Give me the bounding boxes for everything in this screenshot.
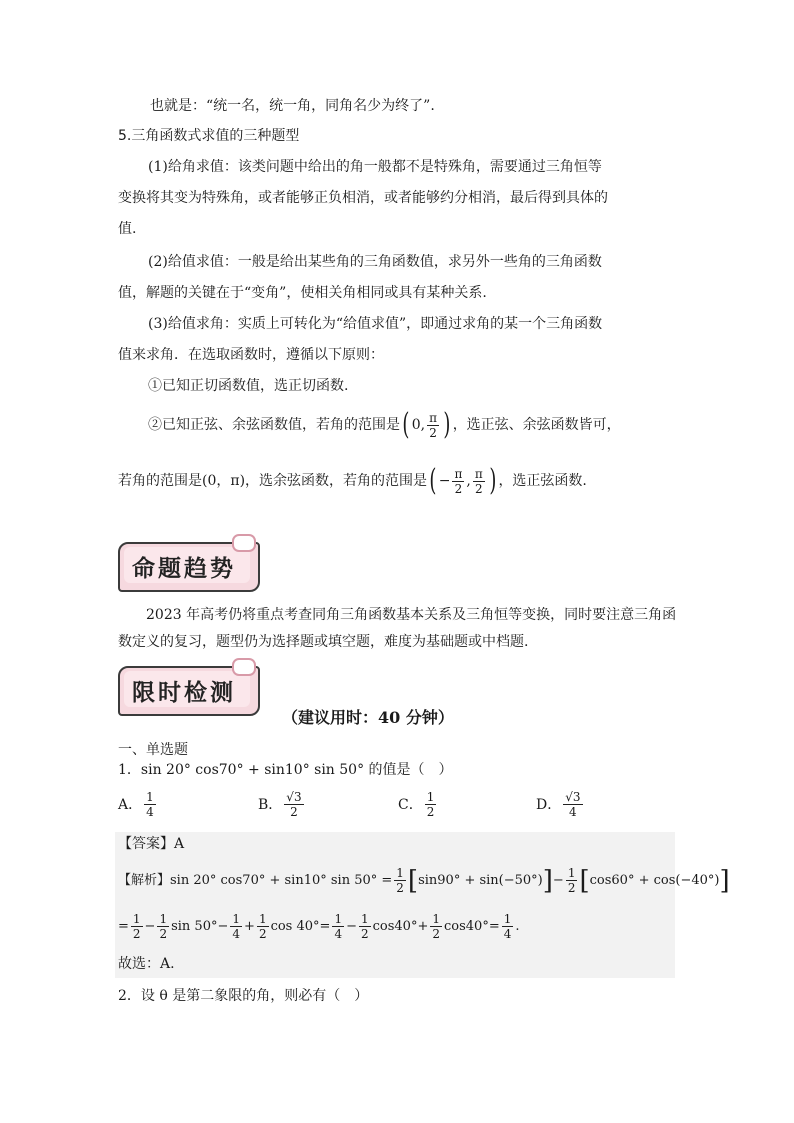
numerator: 1 xyxy=(396,866,404,880)
option-d[interactable] xyxy=(536,790,585,819)
denominator: 2 xyxy=(432,927,440,941)
numerator: 1 xyxy=(132,912,141,926)
left-bracket: [ xyxy=(407,865,419,896)
cos40-term: cos40° xyxy=(444,918,489,934)
cos40-term: cos40° xyxy=(372,918,418,934)
denominator: 4 xyxy=(146,805,154,819)
half-fraction xyxy=(157,912,169,941)
pi-numerator: π xyxy=(429,410,437,425)
zero-comma: 0, xyxy=(411,417,426,433)
denominator: 2 xyxy=(567,881,576,895)
rule2-text-c: 若角的范围是(0，π)，选余弦函数，若角的范围是 xyxy=(118,473,428,489)
trend-banner xyxy=(118,542,260,592)
analysis-label: 【解析】 xyxy=(118,872,171,888)
trend-line1: 2023 年高考仍将重点考查同角三角函数基本关系及三角恒等变换，同时要注意三角函 xyxy=(146,607,677,623)
pi-numerator: π xyxy=(454,466,463,481)
equals-sign: = xyxy=(488,918,500,934)
two-denominator: 2 xyxy=(429,425,437,440)
quarter-fraction xyxy=(332,912,344,941)
minus-sign: − xyxy=(217,918,229,934)
half-fraction xyxy=(566,866,578,895)
option-d-fraction xyxy=(563,790,582,819)
minus-sign: − xyxy=(438,473,451,489)
section5-title: 5.三角函数式求值的三种题型 xyxy=(118,128,300,144)
half-fraction xyxy=(359,912,371,941)
denominator: 4 xyxy=(503,927,512,941)
minus-sign: − xyxy=(346,918,357,934)
denominator: 2 xyxy=(258,927,267,941)
numerator: 1 xyxy=(232,912,241,926)
quarter-fraction xyxy=(230,912,242,941)
left-paren: ( xyxy=(429,463,437,498)
two-denominator: 2 xyxy=(454,481,463,496)
period: . xyxy=(515,918,520,934)
denominator: 4 xyxy=(569,805,577,819)
cos40-term: cos 40° xyxy=(270,918,320,934)
numerator: 1 xyxy=(426,790,435,804)
equals-sign: = xyxy=(319,918,331,934)
analysis-term2: cos60° + cos(−40°) xyxy=(589,872,720,888)
right-paren: ) xyxy=(443,407,451,442)
option-c[interactable] xyxy=(398,790,438,819)
analysis-term1: sin90° + sin(−50°) xyxy=(418,872,543,888)
type2-line2: 值，解题的关键在于“变角”，使相关角相同或具有某种关系. xyxy=(118,285,487,301)
numerator: 1 xyxy=(432,912,440,926)
option-c-label: C． xyxy=(398,796,423,813)
banner-title: 限时检测 xyxy=(132,680,236,706)
analysis-line1 xyxy=(118,866,730,895)
type3-line2: 值来求角．在选取函数时，遵循以下原则： xyxy=(118,347,384,363)
rule2-text-b: ，选正弦、余弦函数皆可， xyxy=(452,417,621,433)
denominator: 2 xyxy=(159,927,168,941)
option-b-fraction xyxy=(284,790,303,819)
denominator: 2 xyxy=(396,881,404,895)
pi-over-2-fraction xyxy=(427,411,439,440)
numerator: 1 xyxy=(146,790,154,804)
half-fraction xyxy=(131,912,143,941)
pi-numerator: π xyxy=(474,466,483,481)
denominator: 2 xyxy=(132,927,141,941)
right-paren: ) xyxy=(489,463,497,498)
plus-sign: + xyxy=(417,918,429,934)
denominator: 4 xyxy=(334,927,343,941)
type1-line2: 变换将其变为特殊角，或者能够正负相消，或者能够约分相消，最后得到具体的 xyxy=(118,190,608,206)
rule2-text-a: ②已知正弦、余弦函数值，若角的范围是 xyxy=(148,417,400,433)
plus-sign: + xyxy=(244,918,255,934)
option-d-label: D． xyxy=(536,796,562,813)
half-fraction xyxy=(430,912,442,941)
numerator: 1 xyxy=(334,912,343,926)
half-fraction xyxy=(257,912,269,941)
half-fraction xyxy=(394,866,406,895)
right-bracket: ] xyxy=(542,865,553,896)
q1-stem: 1．sin 20° cos70° + sin10° sin 50° 的值是（ ） xyxy=(118,762,453,778)
minus-sign: − xyxy=(144,918,156,934)
rule1: ①已知正切函数值，选正切函数. xyxy=(148,378,349,394)
minus-sign: − xyxy=(552,872,564,888)
two-denominator: 2 xyxy=(474,481,483,496)
numerator: 1 xyxy=(159,912,168,926)
equals-sign: = xyxy=(118,918,129,934)
option-b[interactable] xyxy=(258,790,306,819)
option-a-fraction xyxy=(144,790,156,819)
answer-line: 【答案】A xyxy=(118,836,185,852)
pi-over-2-fraction xyxy=(473,467,485,496)
type1-line3: 值. xyxy=(118,221,137,237)
type2-line1: (2)给值求值：一般是给出某些角的三角函数值，求另外一些角的三角函数 xyxy=(148,254,602,270)
option-b-label: B． xyxy=(258,796,283,813)
numerator: 1 xyxy=(258,912,267,926)
intro-line: 也就是：“统一名，统一角，同角名少为终了”. xyxy=(150,98,435,114)
banner-title: 命题趋势 xyxy=(132,556,236,582)
option-a[interactable] xyxy=(118,790,158,819)
quarter-fraction xyxy=(502,912,514,941)
part1-title: 一、单选题 xyxy=(118,742,188,758)
denominator: 2 xyxy=(426,805,435,819)
pi-over-2-fraction xyxy=(452,467,464,496)
test-banner xyxy=(118,666,260,716)
option-a-label: A． xyxy=(118,796,143,813)
type3-line1: (3)给值求角：实质上可转化为“给值求值”，即通过求角的某一个三角函数 xyxy=(148,316,603,332)
answer-block xyxy=(115,832,675,978)
type1-line1: (1)给角求值：该类问题中给出的角一般都不是特殊角，需要通过三角恒等 xyxy=(148,159,602,175)
option-c-fraction xyxy=(425,790,437,819)
denominator: 4 xyxy=(232,927,241,941)
left-bracket: [ xyxy=(579,865,590,896)
left-paren: ( xyxy=(402,407,410,442)
choose-line: 故选：A. xyxy=(118,956,175,972)
right-bracket: ] xyxy=(719,865,730,896)
numerator: 1 xyxy=(503,912,512,926)
denominator: 2 xyxy=(360,927,369,941)
numerator: 1 xyxy=(360,912,369,926)
rule2-text-d: ，选正弦函数. xyxy=(498,473,587,489)
rule2-line1 xyxy=(148,407,621,442)
suggest-time: （建议用时：40 分钟） xyxy=(282,708,454,727)
q2-stem: 2．设 θ 是第二象限的角，则必有（ ） xyxy=(118,988,369,1004)
sin50-term: sin 50° xyxy=(171,918,218,934)
numerator: √3 xyxy=(565,790,581,804)
rule2-line2 xyxy=(118,463,587,498)
analysis-line2 xyxy=(118,912,520,941)
denominator: 2 xyxy=(290,805,298,819)
trend-line2: 数定义的复习，题型仍为选择题或填空题，难度为基础题或中档题. xyxy=(118,634,529,650)
analysis-expr: sin 20° cos70° + sin10° sin 50° = xyxy=(170,872,393,888)
comma: , xyxy=(466,473,471,489)
numerator: √3 xyxy=(286,790,302,804)
numerator: 1 xyxy=(567,866,576,880)
